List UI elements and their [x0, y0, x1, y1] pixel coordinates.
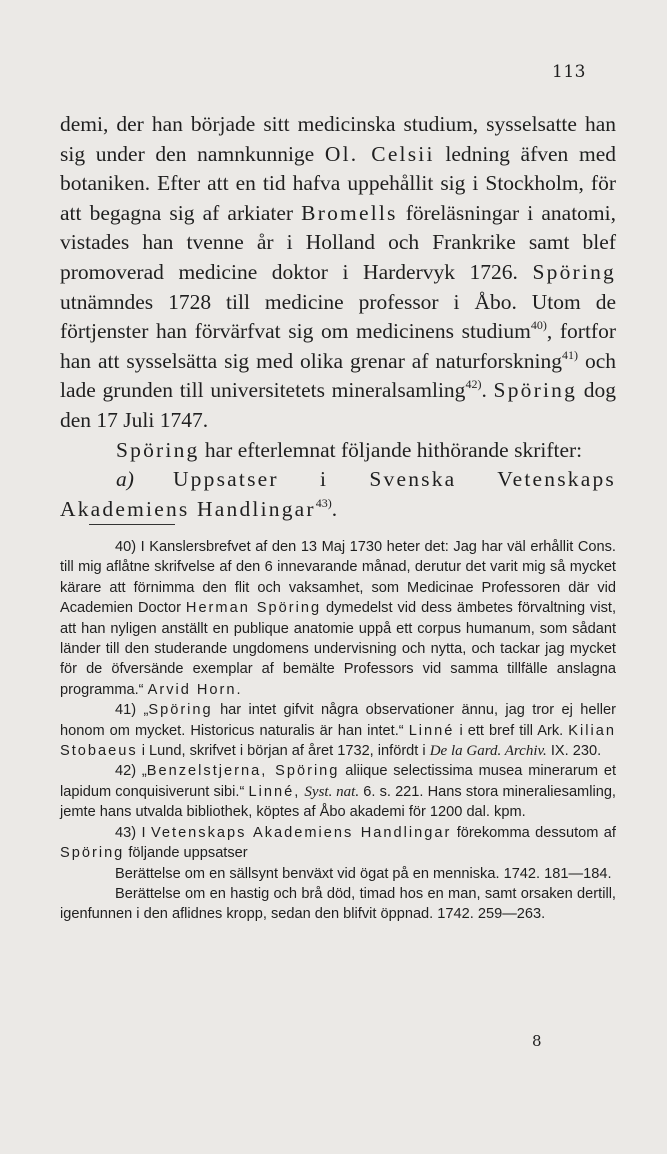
item-label: a) [116, 467, 134, 492]
text-run: föreläsningar i anatomi, vistades han tvenne år i Holland och Frankrike samt blef promoverad medicine doktor i Hardervyk 1726. [60, 200, 616, 284]
text-run: förekomma dessutom af [451, 824, 616, 841]
text-run: 43) I [115, 824, 151, 841]
text-run: 42) „ [115, 763, 147, 780]
paragraph-item-a [60, 465, 616, 524]
name-linne: Linné [408, 722, 455, 739]
text-run: följande uppsatser [124, 845, 248, 862]
publication-title: Vetenskaps Akademiens Handlingar [150, 824, 452, 841]
footnote-ref-42[interactable]: 42) [465, 377, 482, 392]
text-run: och lade grunden till universitetets mineralsamling [60, 348, 617, 403]
name-linne: Linné, [248, 783, 301, 800]
name-bromell: Bromells [301, 200, 398, 225]
text-run: ledning äfven med botaniken. Efter att en tid hafva uppehållit sig i Stockholm, för att begagna sig af arkiater [60, 141, 616, 225]
paragraph-writings [60, 436, 616, 466]
name-sporing: Spöring [532, 259, 616, 284]
text-run: . [331, 496, 338, 521]
text-run: dymedelst vid dess ämbetes förvaltning vist, att han nyligen anställt en publique anatomie uppå ett corpus humanum, som sådant länder till den studerande ungdomens undervisning och nytta, och tackar jag mycket för de öfversände exemplar af bemälte Professors vid samma tillfälle anslagna programma.“ [60, 600, 617, 698]
text-run: . [481, 378, 494, 403]
name-sporing: Spöring [148, 702, 213, 719]
signature-arvid-horn: Arvid Horn. [147, 681, 243, 698]
text-run: demi, der han började sitt medicinska studium, sysselsatte han sig under den namnkunnige [60, 112, 616, 166]
text-run: 40) I Kanslersbrefvet af den 13 Maj 1730 heter det: Jag har väl erhållit Cons. till mig aflåtne skrifvelse af den 6 innevarande månad, derutur det varit mig så mycket kärare att förnimma den flit och vaksamhet, som Medicinae Professoren där vid Academien Doctor [60, 539, 616, 617]
text-run: har intet gifvit några observationer ännu, jag tror ej heller honom om mycket. Historicus naturalis är han intet.“ [60, 702, 616, 739]
footnote-ref-40[interactable]: 40) [530, 318, 547, 333]
name-sporing: Spöring [60, 845, 125, 862]
footnote-41 [60, 700, 616, 761]
footnote-43-item-2: Berättelse om en hastig och brå död, timad hos en man, samt orsaken dertill, igenfunnen i den aflidnes kropp, sedan den blifvit öppnad. 1742. 259—263. [60, 885, 616, 923]
text-run: i ett bref till Ark. [454, 722, 569, 739]
text-run: aliique selectissima musea minerarum et lapidum conquisiverunt sibi.“ [60, 763, 616, 800]
footnote-divider [89, 524, 175, 525]
text-run: 41) „ [115, 702, 149, 719]
names-benzelstjerna-sporing: Benzelstjerna, Spöring [146, 763, 340, 780]
publication-title: Uppsatser i Svenska Vetenskaps Akademiens Handlingar [60, 467, 616, 521]
text-run: 6. s. 221. Hans stora mineraliesamling, jemte hans utvalda bibliothek, köptes af Åbo akademi för 1200 dal. kpm. [60, 783, 616, 821]
footnote-ref-41[interactable]: 41) [562, 347, 579, 362]
main-text [60, 110, 616, 524]
page-number: 113 [552, 62, 586, 82]
name-herman-sporing: Herman Spöring [185, 600, 322, 617]
footnote-ref-43[interactable]: 43) [315, 495, 332, 510]
footnotes [60, 537, 616, 925]
text-run: , fortfor han att sysselsätta sig med olika grenar af naturforskning [60, 319, 616, 373]
name-celsius: Ol. Celsii [324, 141, 435, 166]
name-sporing: Spöring [116, 437, 200, 462]
footnote-43-item-1: Berättelse om en sällsynt benväxt vid ögat på en menniska. 1742. 181—184. [115, 865, 612, 882]
name-kilian-stobaeus: Kilian Stobaeus [60, 722, 616, 760]
text-run: dog den 17 Juli 1747. [60, 378, 617, 432]
footnote-43 [60, 823, 616, 864]
text-run: har efterlemnat följande hithörande skrifter: [199, 437, 583, 462]
source-title: Syst. nat. [304, 783, 360, 800]
text-run: IX. 230. [546, 743, 602, 760]
source-title: De la Gard. Archiv. [429, 743, 547, 760]
footnote-40 [60, 537, 616, 700]
signature-mark: 8 [532, 1032, 542, 1050]
text-run: utnämndes 1728 till medicine professor i Åbo. Utom de förtjenster han förvärfvat sig om medicinens studium [60, 289, 616, 344]
name-sporing: Spöring [493, 378, 578, 403]
footnote-42 [60, 761, 616, 822]
paragraph-biography [60, 110, 616, 436]
text-run: i Lund, skrifvet i början af året 1732, infördt i [137, 743, 430, 760]
